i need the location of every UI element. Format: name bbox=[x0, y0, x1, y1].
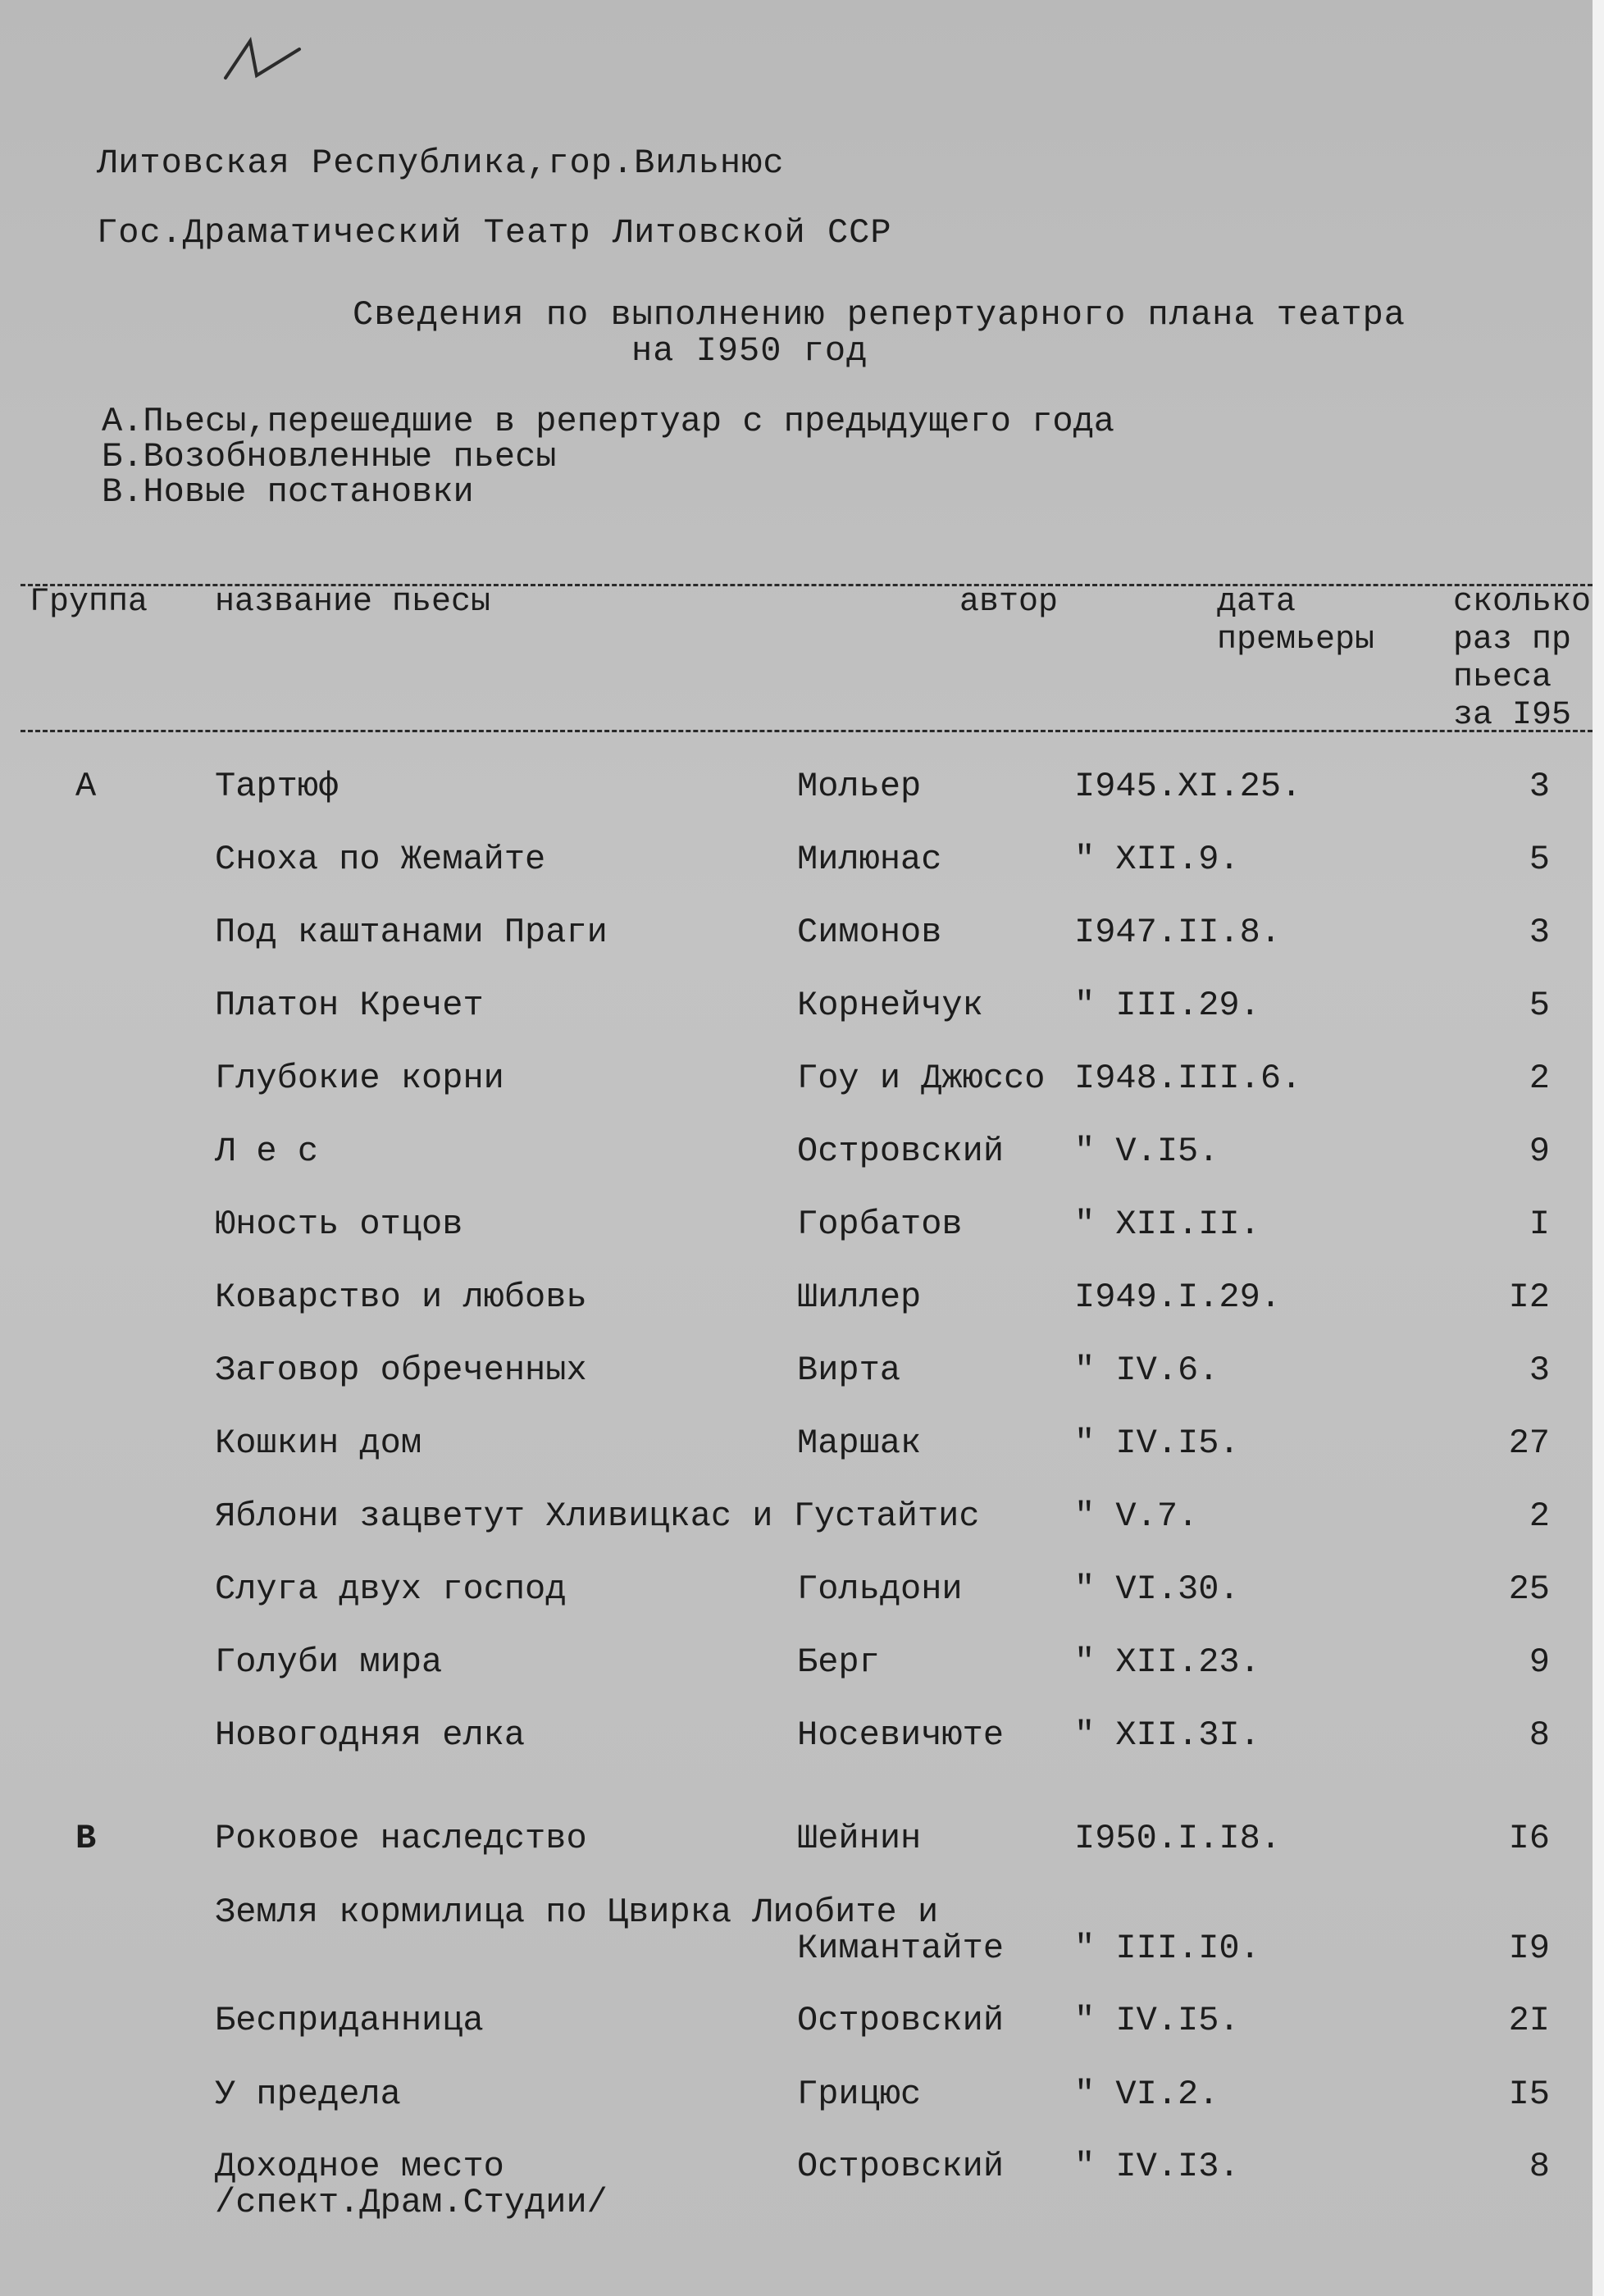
play-author: Горбатов bbox=[797, 1205, 963, 1244]
performance-count: 8 bbox=[1529, 2147, 1550, 2186]
play-title: Тартюф bbox=[215, 767, 339, 806]
premiere-date: " IV.6. bbox=[1074, 1351, 1219, 1390]
premiere-date: " V.7. bbox=[1074, 1496, 1199, 1536]
play-author: Шиллер bbox=[797, 1278, 922, 1317]
header-republic: Литовская Республика,гор.Вильнюс bbox=[97, 144, 785, 183]
play-title-line-2: /спект.Драм.Студии/ bbox=[215, 2183, 608, 2222]
play-title: Новогодняя елка bbox=[215, 1715, 526, 1755]
performance-count: 5 bbox=[1529, 840, 1550, 879]
header-author: автор bbox=[959, 584, 1059, 621]
play-author: Берг bbox=[797, 1642, 880, 1682]
play-title: Земля кормилица по Цвирка Лиобите и bbox=[215, 1893, 939, 1932]
performance-count: 25 bbox=[1508, 1569, 1550, 1609]
play-author: Островский bbox=[797, 2147, 1005, 2186]
legend-b: Б.Возобновленные пьесы bbox=[102, 437, 557, 476]
play-title: Яблони зацветут Хливицкас и Густайтис bbox=[215, 1496, 980, 1536]
play-author: Шейнин bbox=[797, 1819, 922, 1858]
premiere-date: " V.I5. bbox=[1074, 1132, 1219, 1171]
play-author: Мольер bbox=[797, 767, 922, 806]
performance-count: I9 bbox=[1508, 1929, 1550, 1968]
premiere-date: I945.XI.25. bbox=[1074, 767, 1302, 806]
play-title: Платон Кречет bbox=[215, 986, 484, 1025]
play-author: Вирта bbox=[797, 1351, 901, 1390]
title-line-2: на I950 год bbox=[631, 331, 868, 371]
performance-count: I6 bbox=[1508, 1819, 1550, 1858]
play-author: Гоу и Джюссо bbox=[797, 1059, 1046, 1098]
play-author: Грицюс bbox=[797, 2075, 922, 2114]
page-edge bbox=[1593, 0, 1604, 2296]
play-title: Кошкин дом bbox=[215, 1424, 422, 1463]
play-author: Носевичюте bbox=[797, 1715, 1005, 1755]
performance-count: 9 bbox=[1529, 1132, 1550, 1171]
group-a-label: А bbox=[75, 767, 97, 806]
play-author: Кимантайте bbox=[797, 1929, 1005, 1968]
performance-count: I bbox=[1529, 1205, 1550, 1244]
premiere-date: " III.29. bbox=[1074, 986, 1260, 1025]
play-title: Заговор обреченных bbox=[215, 1351, 587, 1390]
performance-count: 2I bbox=[1508, 2001, 1550, 2040]
play-title: Глубокие корни bbox=[215, 1059, 504, 1098]
premiere-date: " III.I0. bbox=[1074, 1929, 1260, 1968]
performance-count: 9 bbox=[1529, 1642, 1550, 1682]
play-title: Голуби мира bbox=[215, 1642, 443, 1682]
premiere-date: " XII.9. bbox=[1074, 840, 1240, 879]
play-author: Милюнас bbox=[797, 840, 942, 879]
performance-count: 27 bbox=[1508, 1424, 1550, 1463]
play-author: Симонов bbox=[797, 913, 942, 952]
play-title: Юность отцов bbox=[215, 1205, 463, 1244]
premiere-date: " IV.I3. bbox=[1074, 2147, 1240, 2186]
header-count: сколько раз пр пьеса за I95 bbox=[1453, 584, 1592, 734]
performance-count: I2 bbox=[1508, 1278, 1550, 1317]
performance-count: 3 bbox=[1529, 1351, 1550, 1390]
premiere-date: I949.I.29. bbox=[1074, 1278, 1282, 1317]
premiere-date: I950.I.I8. bbox=[1074, 1819, 1282, 1858]
premiere-date: " VI.30. bbox=[1074, 1569, 1240, 1609]
header-title: название пьесы bbox=[215, 584, 491, 621]
header-theatre: Гос.Драматический Театр Литовской ССР bbox=[97, 213, 892, 253]
premiere-date: " IV.I5. bbox=[1074, 2001, 1240, 2040]
header-group: Группа bbox=[30, 584, 148, 621]
premiere-date: I947.II.8. bbox=[1074, 913, 1282, 952]
header-premiere: дата премьеры bbox=[1217, 584, 1375, 658]
premiere-date: " XII.II. bbox=[1074, 1205, 1260, 1244]
play-title: У предела bbox=[215, 2075, 401, 2114]
performance-count: 2 bbox=[1529, 1496, 1550, 1536]
play-author: Корнейчук bbox=[797, 986, 983, 1025]
premiere-date: " IV.I5. bbox=[1074, 1424, 1240, 1463]
title-line-1: Сведения по выполнению репертуарного плана театра bbox=[353, 295, 1406, 335]
play-title: Сноха по Жемайте bbox=[215, 840, 546, 879]
performance-count: I5 bbox=[1508, 2075, 1550, 2114]
play-author: Островский bbox=[797, 2001, 1005, 2040]
play-author: Островский bbox=[797, 1132, 1005, 1171]
play-title: Под каштанами Праги bbox=[215, 913, 608, 952]
play-title: Коварство и любовь bbox=[215, 1278, 587, 1317]
play-title: Доходное место bbox=[215, 2147, 504, 2186]
performance-count: 3 bbox=[1529, 913, 1550, 952]
premiere-date: I948.III.6. bbox=[1074, 1059, 1302, 1098]
table-header-rule bbox=[21, 730, 1593, 732]
performance-count: 2 bbox=[1529, 1059, 1550, 1098]
performance-count: 3 bbox=[1529, 767, 1550, 806]
legend-v: В.Новые постановки bbox=[102, 472, 474, 512]
performance-count: 5 bbox=[1529, 986, 1550, 1025]
legend-a: А.Пьесы,перешедшие в репертуар с предыдущего года bbox=[102, 402, 1115, 441]
premiere-date: " XII.3I. bbox=[1074, 1715, 1260, 1755]
handwritten-page-number bbox=[217, 33, 308, 90]
play-title: Роковое наследство bbox=[215, 1819, 587, 1858]
play-author: Маршак bbox=[797, 1424, 922, 1463]
play-title: Л е с bbox=[215, 1132, 319, 1171]
play-author: Гольдони bbox=[797, 1569, 963, 1609]
play-title: Слуга двух господ bbox=[215, 1569, 567, 1609]
premiere-date: " VI.2. bbox=[1074, 2075, 1219, 2114]
premiere-date: " XII.23. bbox=[1074, 1642, 1260, 1682]
play-title: Бесприданница bbox=[215, 2001, 484, 2040]
group-b-label: В bbox=[75, 1819, 97, 1858]
performance-count: 8 bbox=[1529, 1715, 1550, 1755]
